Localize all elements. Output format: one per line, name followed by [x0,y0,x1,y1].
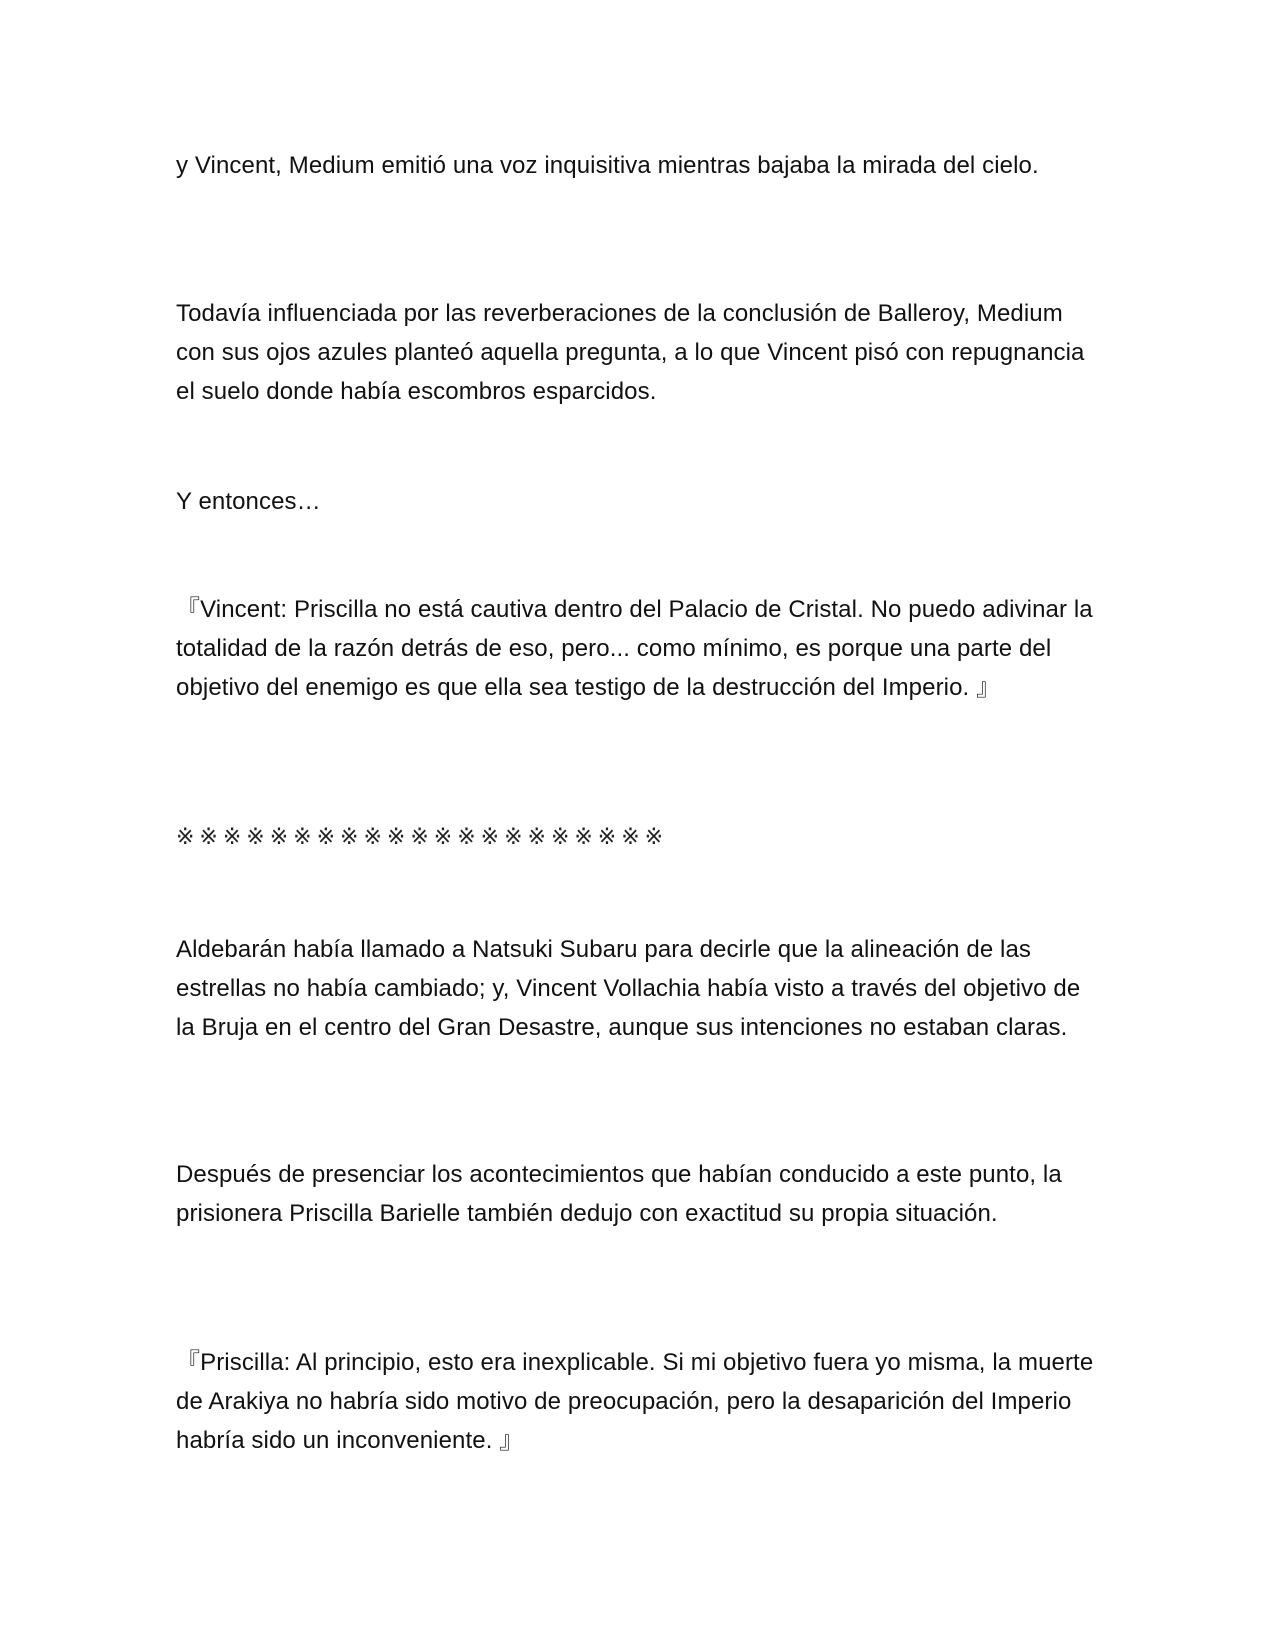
dialogue-priscilla: 『Priscilla: Al principio, esto era inexplicable. Si mi objetivo fuera yo misma, la muerte de Arakiya no habría sido motivo de preocupación, pero la desaparición del Imperio habría sido un inconveniente. 』 [176,1349,1094,1454]
paragraph-5: Aldebarán había llamado a Natsuki Subaru para decirle que la alineación de las estrellas no había cambiado; y, Vincent Vollachia había visto a través del objetivo de la Bruja en el centro del Gran Desastre, aunque sus intenciones no estaban claras. [176,936,1081,1041]
paragraph-6: Después de presenciar los acontecimientos que habían conducido a este punto, la prisionera Priscilla Barielle también dedujo con exactitud su propia situación. [176,1161,1062,1227]
paragraph-3: Y entonces… [176,488,321,515]
paragraph-2: Todavía influenciada por las reverberaciones de la conclusión de Balleroy, Medium con sus ojos azules planteó aquella pregunta, a lo que Vincent pisó con repugnancia el suelo donde había escombros esparcidos. [176,300,1085,405]
scene-separator: ※※※※※※※※※※※※※※※※※※※※※ [176,825,669,850]
paragraph-1: y Vincent, Medium emitió una voz inquisitiva mientras bajaba la mirada del cielo. [176,152,1039,179]
dialogue-vincent: 『Vincent: Priscilla no está cautiva dentro del Palacio de Cristal. No puedo adivinar la totalidad de la razón detrás de eso, pero... como mínimo, es porque una parte del objetivo del enemigo es que ella sea testigo de la destrucción del Imperio. 』 [176,596,1093,701]
